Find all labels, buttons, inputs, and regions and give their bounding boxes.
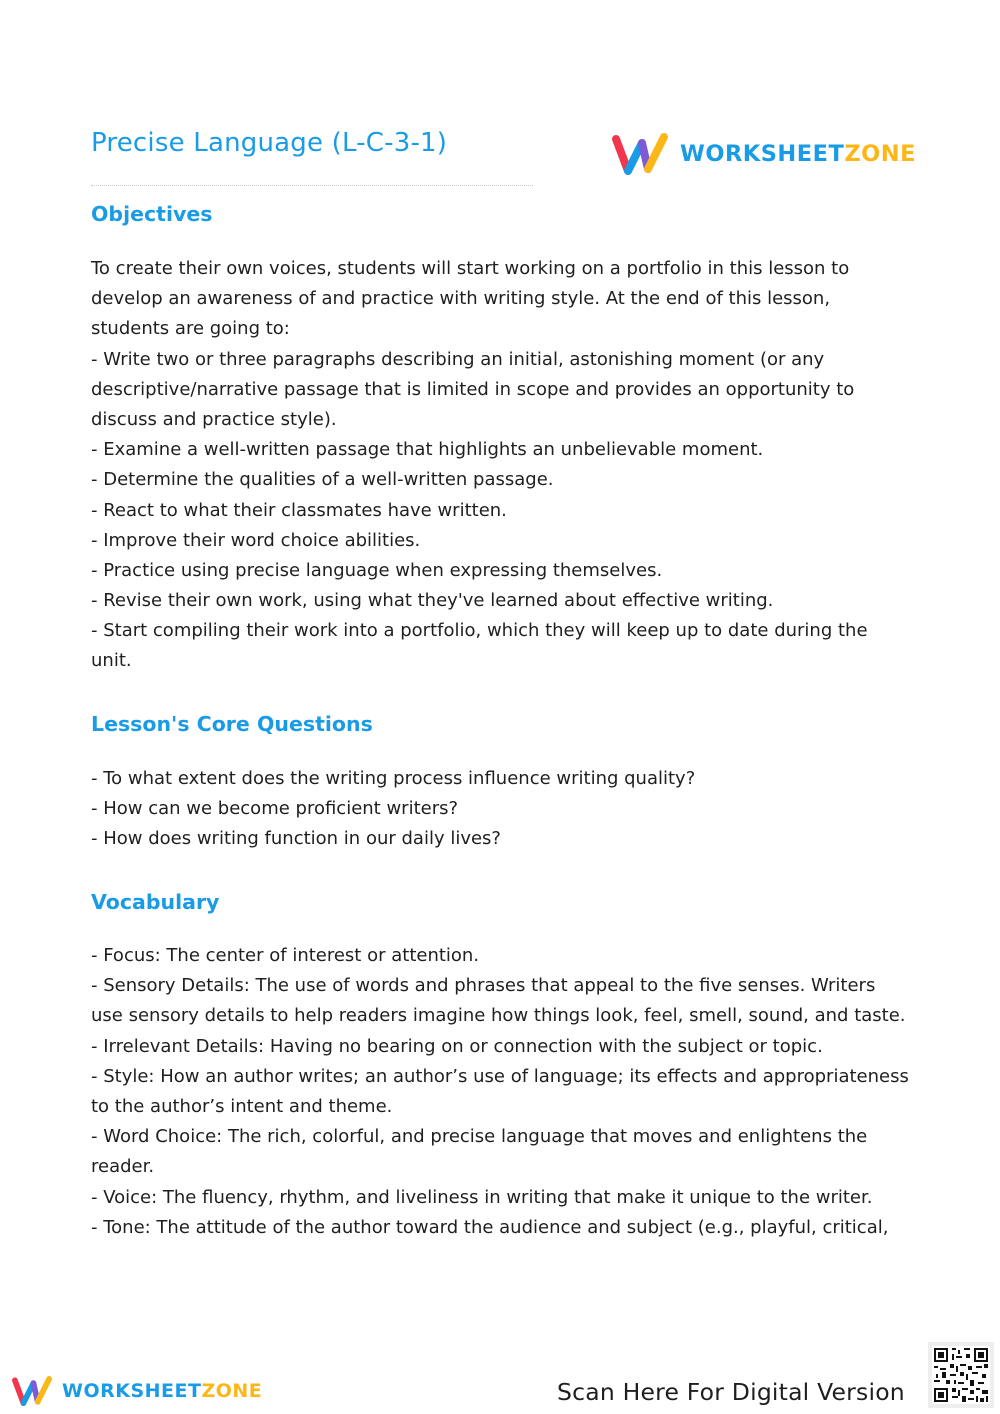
- objectives-line: - Write two or three paragraphs describing an initial, astonishing moment (or any: [91, 348, 825, 370]
- core-questions-body: [91, 764, 921, 855]
- objectives-line: - Revise their own work, using what they've learned about effective writing.: [91, 590, 774, 612]
- objectives-line: - React to what their classmates have written.: [91, 499, 507, 521]
- objectives-line: students are going to:: [91, 318, 290, 340]
- objectives-line: descriptive/narrative passage that is limited in scope and provides an opportunity to: [91, 378, 855, 400]
- objectives-line: - Examine a well-written passage that highlights an unbelievable moment.: [91, 439, 764, 461]
- vocabulary-body: [91, 941, 921, 1243]
- vocabulary-line: - Tone: The attitude of the author toward the audience and subject (e.g., playful, critical,: [91, 1216, 889, 1238]
- qr-code-icon[interactable]: [928, 1342, 994, 1408]
- objectives-body: [91, 254, 921, 677]
- vocabulary-line: reader.: [91, 1156, 155, 1178]
- w-logo-icon: [612, 133, 668, 175]
- core-question-line: - How can we become proficient writers?: [91, 798, 459, 820]
- vocabulary-line: - Style: How an author writes; an author’s use of language; its effects and appropriateness: [91, 1065, 909, 1087]
- objectives-line: - Practice using precise language when expressing themselves.: [91, 559, 663, 581]
- vocabulary-line: use sensory details to help readers imagine how things look, feel, smell, sound, and taste.: [91, 1005, 906, 1027]
- page-title: Precise Language (L-C-3-1): [91, 128, 448, 158]
- objectives-line: discuss and practice style).: [91, 408, 337, 430]
- vocabulary-line: - Focus: The center of interest or attention.: [91, 945, 480, 966]
- logo-wordmark: WORKSHEETZONE: [680, 141, 916, 167]
- footer-logo-wordmark: WORKSHEETZONE: [62, 1380, 263, 1402]
- core-question-line: - How does writing function in our daily lives?: [91, 828, 501, 850]
- vocabulary-line: - Voice: The fluency, rhythm, and liveliness in writing that make it unique to the writer.: [91, 1186, 873, 1208]
- vocabulary-line: to the author’s intent and theme.: [91, 1095, 393, 1117]
- scan-digital-version-text: Scan Here For Digital Version: [557, 1378, 905, 1406]
- title-divider: [91, 185, 533, 186]
- vocabulary-line: - Sensory Details: The use of words and phrases that appeal to the five senses. Writers: [91, 975, 876, 997]
- objectives-line: - Improve their word choice abilities.: [91, 529, 421, 551]
- objectives-line: - Start compiling their work into a portfolio, which they will keep up to date during the: [91, 620, 868, 642]
- objectives-heading: Objectives: [91, 202, 213, 226]
- worksheetzone-logo[interactable]: [612, 133, 916, 175]
- vocabulary-heading: Vocabulary: [91, 890, 220, 914]
- vocabulary-line: - Word Choice: The rich, colorful, and precise language that moves and enlightens the: [91, 1126, 868, 1148]
- w-logo-icon: [12, 1375, 52, 1407]
- objectives-line: unit.: [91, 650, 132, 672]
- objectives-line: To create their own voices, students will start working on a portfolio in this lesson to: [91, 258, 850, 279]
- footer-logo[interactable]: [12, 1375, 262, 1407]
- vocabulary-line: - Irrelevant Details: Having no bearing on or connection with the subject or topic.: [91, 1035, 823, 1057]
- objectives-line: - Determine the qualities of a well-written passage.: [91, 469, 554, 491]
- core-questions-heading: Lesson's Core Questions: [91, 712, 373, 736]
- objectives-line: develop an awareness of and practice with writing style. At the end of this lesson,: [91, 288, 831, 310]
- core-question-line: - To what extent does the writing process influence writing quality?: [91, 768, 696, 789]
